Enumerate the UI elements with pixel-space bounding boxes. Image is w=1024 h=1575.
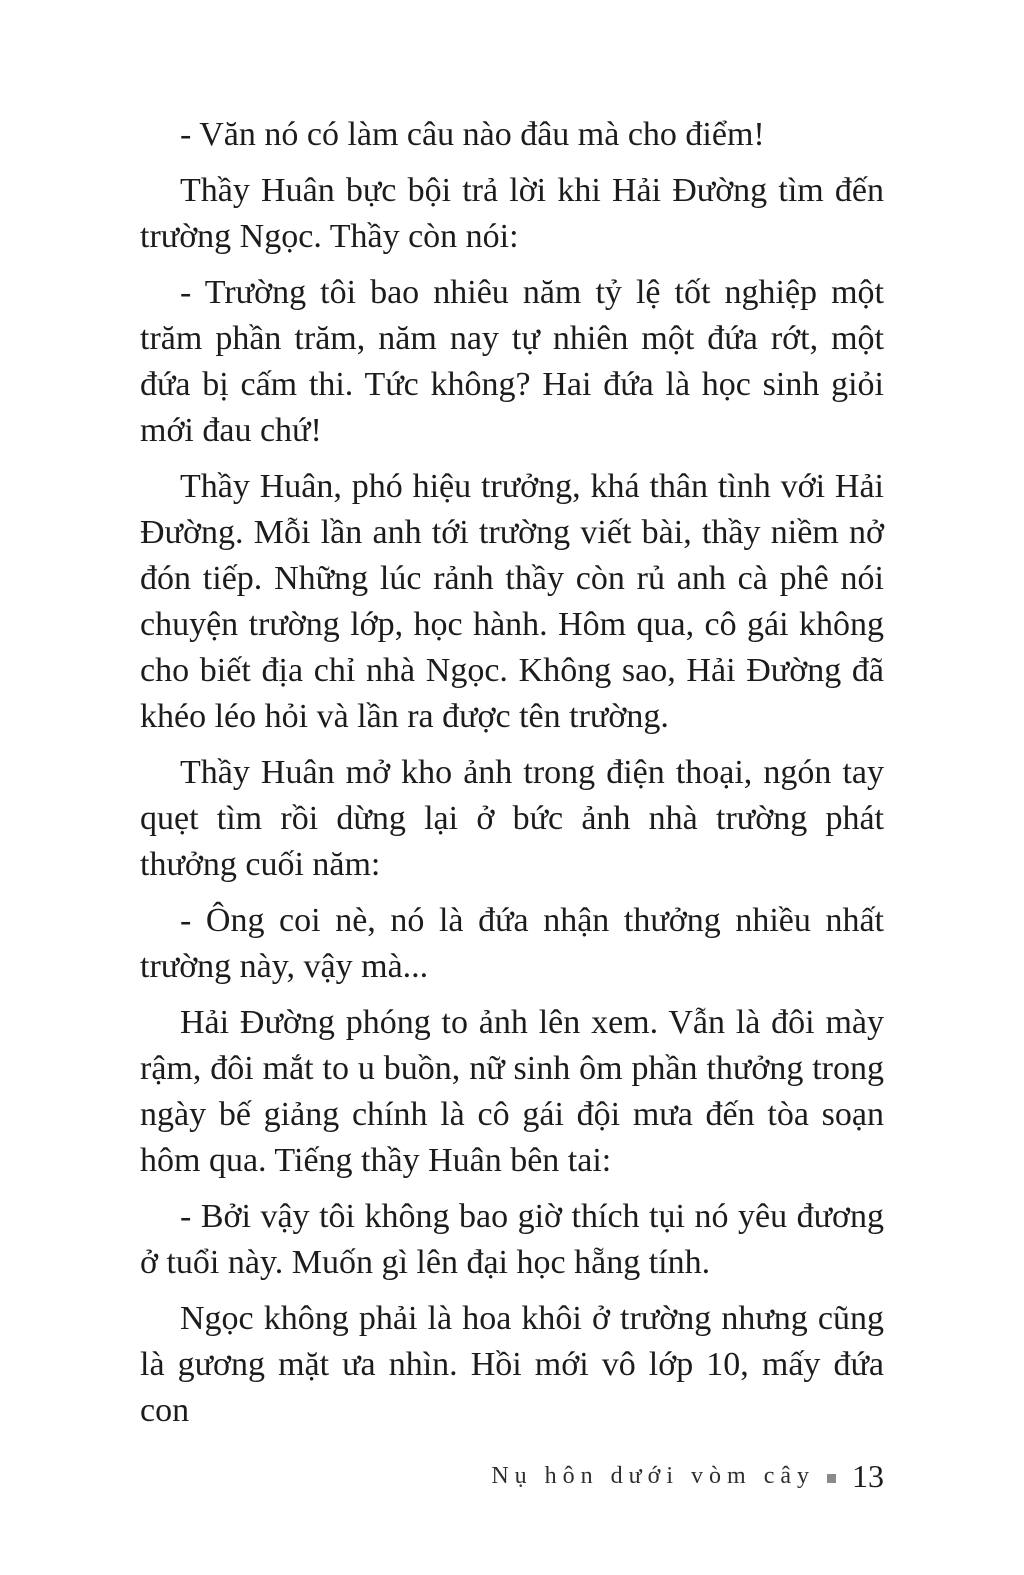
paragraph: - Bởi vậy tôi không bao giờ thích tụi nó yêu đương ở tuổi này. Muốn gì lên đại học hẵng tính.	[140, 1198, 884, 1281]
paragraph: - Ông coi nè, nó là đứa nhận thưởng nhiều nhất trường này, vậy mà...	[140, 902, 884, 985]
paragraph: - Văn nó có làm câu nào đâu mà cho điểm!	[180, 116, 765, 153]
page-body	[140, 112, 884, 1444]
paragraph: Thầy Huân, phó hiệu trưởng, khá thân tình với Hải Đường. Mỗi lần anh tới trường viết bài, thầy niềm nở đón tiếp. Những lúc rảnh thầy còn rủ anh cà phê nói chuyện trường lớp, học hành. Hôm qua, cô gái không cho biết địa chỉ nhà Ngọc. Không sao, Hải Đường đã khéo léo hỏi và lần ra được tên trường.	[140, 468, 884, 735]
square-bullet-icon	[827, 1474, 836, 1483]
paragraph: Thầy Huân mở kho ảnh trong điện thoại, ngón tay quẹt tìm rồi dừng lại ở bức ảnh nhà trường phát thưởng cuối năm:	[140, 754, 884, 883]
footer-book-title: Nụ hôn dưới vòm cây	[491, 1463, 815, 1489]
paragraph: - Trường tôi bao nhiêu năm tỷ lệ tốt nghiệp một trăm phần trăm, năm nay tự nhiên một đứa rớt, một đứa bị cấm thi. Tức không? Hai đứa là học sinh giỏi mới đau chứ!	[140, 274, 884, 449]
page-number: 13	[852, 1458, 884, 1494]
page-footer	[491, 1458, 884, 1495]
paragraph: Hải Đường phóng to ảnh lên xem. Vẫn là đôi mày rậm, đôi mắt to u buồn, nữ sinh ôm phần thưởng trong ngày bế giảng chính là cô gái đội mưa đến tòa soạn hôm qua. Tiếng thầy Huân bên tai:	[140, 1004, 884, 1179]
paragraph: Thầy Huân bực bội trả lời khi Hải Đường tìm đến trường Ngọc. Thầy còn nói:	[140, 172, 884, 255]
paragraph: Ngọc không phải là hoa khôi ở trường nhưng cũng là gương mặt ưa nhìn. Hồi mới vô lớp 10, mấy đứa con	[140, 1300, 884, 1429]
